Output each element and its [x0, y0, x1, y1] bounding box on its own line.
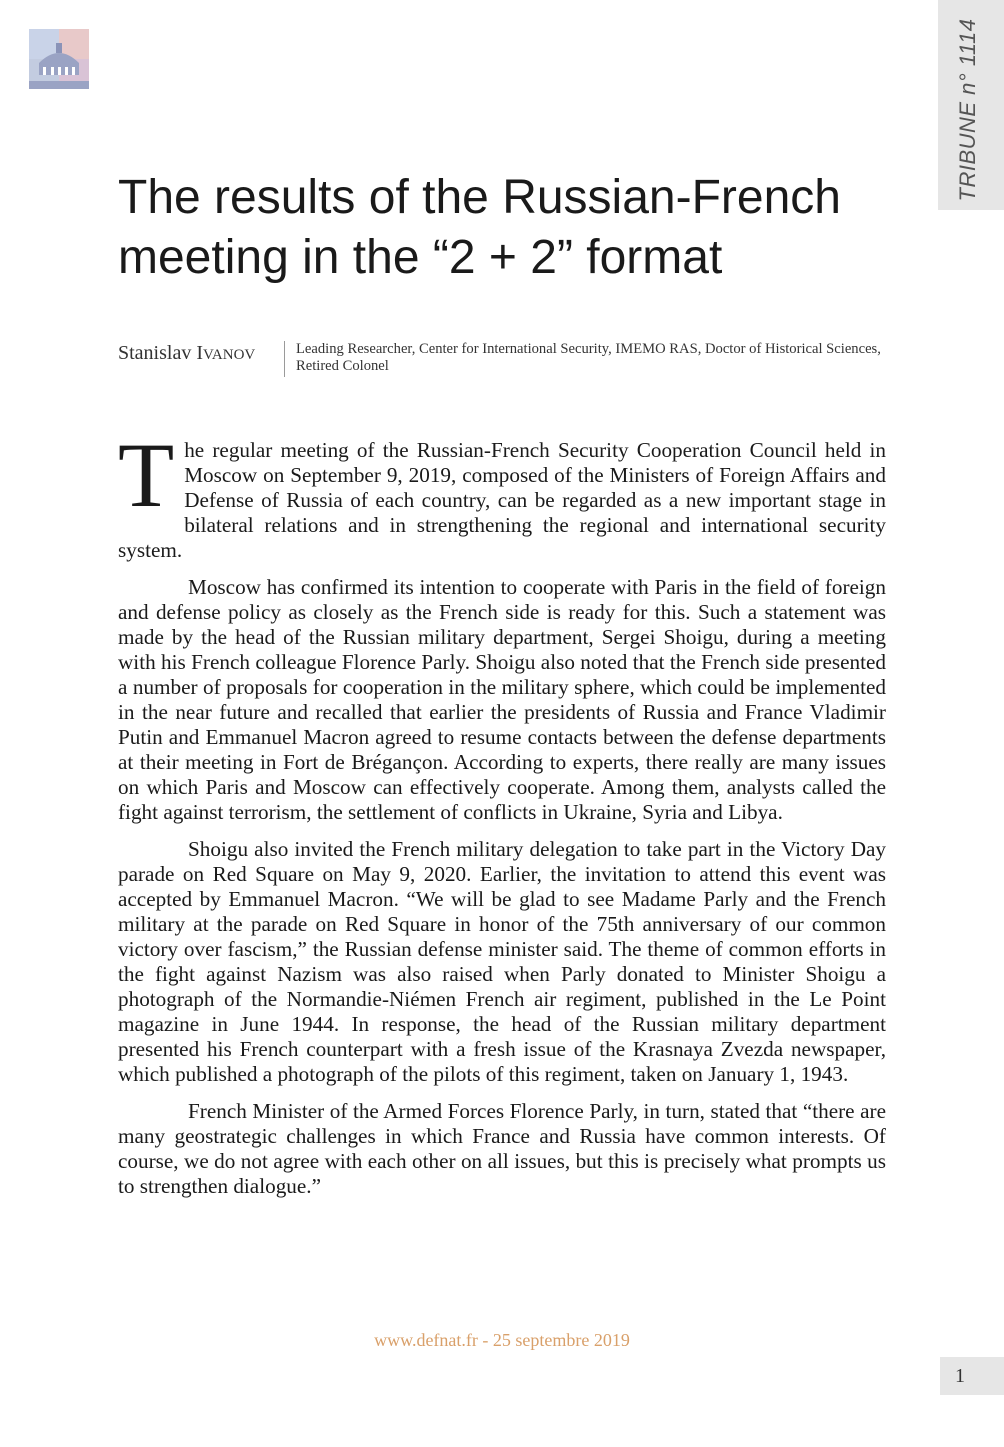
series-label: TRIBUNE n° 1114: [955, 18, 980, 202]
title-line-2: meeting in the “2 + 2” format: [118, 231, 723, 284]
article-body: [118, 424, 886, 1211]
page-title: [118, 168, 918, 288]
drop-cap: T: [118, 424, 175, 526]
author-first: Stanislav I: [118, 342, 203, 364]
author-affiliation: Leading Researcher, Center for International Security, IMEMO RAS, Doctor of Historical Sciences, Retired Colonel: [296, 341, 881, 374]
author-last: VANOV: [203, 347, 256, 363]
title-line-1: The results of the Russian-French: [118, 171, 841, 224]
paragraph-1: The regular meeting of the Russian-French Security Cooperation Council held in Moscow on September 9, 2019, composed of the Ministers of Foreign Affairs and Defense of Russia of each country, can be regarded as a new important stage in bilateral relations and in strengthening the regional and international security system.: [118, 424, 886, 562]
paragraph-4: French Minister of the Armed Forces Florence Parly, in turn, stated that “there are many geostrategic challenges in which France and Russia have common interests. Of course, we do not agree with each other on all issues, but this is precisely what prompts us to strengthen dialogue.”: [118, 1099, 886, 1198]
paragraph-3: Shoigu also invited the French military delegation to take part in the Victory Day parade on Red Square on May 9, 2020. Earlier, the invitation to attend this event was accepted by Emmanuel Macron. “We will be glad to see Madame Parly and the French military at the parade on Red Square in honor of the 75th anniversary of our common victory over fascism,” the Russian defense minister said. The theme of common efforts in the fight against Nazism was also raised when Parly donated to Minister Shoigu a photograph of the Normandie-Niémen French air regiment, published in the Le Point magazine in June 1944. In response, the head of the Russian military department presented his French counterpart with a fresh issue of the Krasnaya Zvezda newspaper, which published a photograph of the pilots of this regiment, taken on January 1, 1943.: [118, 837, 886, 1086]
page-number: 1: [955, 1365, 965, 1387]
footer-source: www.defnat.fr - 25 septembre 2019: [374, 1330, 630, 1350]
author-divider: [284, 341, 285, 377]
building-dome-icon: [29, 29, 89, 89]
author-name: [118, 342, 255, 365]
paragraph-2: Moscow has confirmed its intention to cooperate with Paris in the field of foreign and defense policy as closely as the French side is ready for this. Such a statement was made by the head of the Russian military department, Sergei Shoigu, during a meeting with his French colleague Florence Parly. Shoigu also noted that the French side presented a number of proposals for cooperation in the military sphere, which could be implemented in the near future and recalled that earlier the presidents of Russia and France Vladimir Putin and Emmanuel Macron agreed to resume contacts between the defense departments at their meeting in Fort de Brégançon. According to experts, there really are many issues on which Paris and Moscow can effectively cooperate. Among them, analysts called the fight against terrorism, the settlement of conflicts in Ukraine, Syria and Libya.: [118, 575, 886, 824]
